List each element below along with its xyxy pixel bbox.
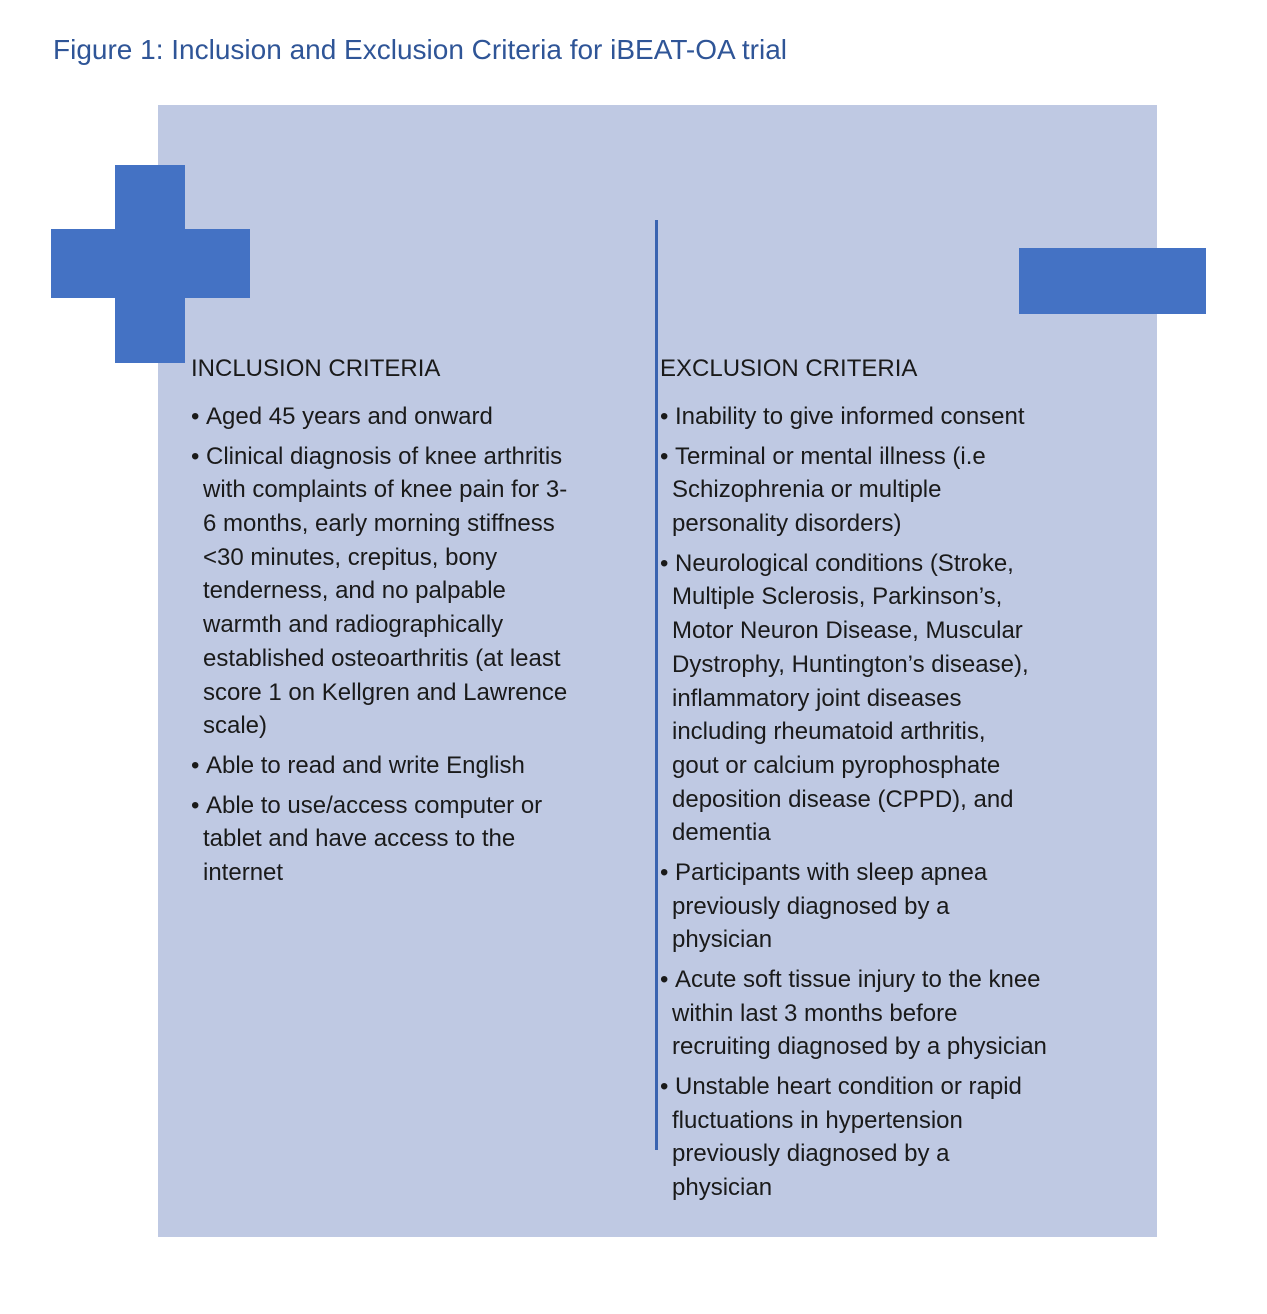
inclusion-criterion [191, 440, 567, 743]
bullet-icon: • [660, 403, 669, 430]
exclusion-criterion [660, 440, 1047, 541]
criterion-line [660, 648, 1047, 682]
plus-icon-horizontal-bar [51, 229, 250, 298]
criterion-line [660, 1070, 1047, 1104]
criterion-line [660, 614, 1047, 648]
inclusion-criterion [191, 749, 567, 783]
bullet-icon: • [191, 442, 200, 470]
criterion-line [191, 473, 567, 507]
criterion-line [660, 715, 1047, 749]
criterion-text: Acute soft tissue injury to the knee [675, 966, 1041, 993]
criterion-text: inflammatory joint diseases [672, 684, 962, 712]
criterion-line [191, 440, 567, 474]
criterion-text: Unstable heart condition or rapid [675, 1073, 1022, 1101]
criterion-text: <30 minutes, crepitus, bony [203, 543, 498, 571]
criterion-line [191, 574, 567, 608]
criterion-line [191, 541, 567, 575]
criterion-text: internet [203, 858, 284, 886]
criterion-text: deposition disease (CPPD), and [672, 785, 1014, 813]
bullet-icon: • [660, 1073, 669, 1101]
criterion-line [660, 580, 1047, 614]
inclusion-criterion [191, 789, 567, 890]
criterion-text: Clinical diagnosis of knee arthritis [206, 442, 563, 470]
criterion-line [191, 400, 567, 434]
criterion-line [191, 856, 567, 890]
criterion-text: scale) [203, 712, 268, 740]
criterion-line [660, 1030, 1047, 1064]
criterion-line [191, 709, 567, 743]
criterion-text: tablet and have access to the [203, 825, 516, 853]
criterion-line [660, 1137, 1047, 1171]
inclusion-criterion [191, 400, 567, 434]
bullet-icon: • [660, 966, 669, 993]
criterion-text: including rheumatoid arthritis, [672, 718, 986, 746]
criterion-text: Able to read and write English [206, 751, 525, 779]
criterion-text: warmth and radiographically [203, 611, 504, 639]
criterion-text: recruiting diagnosed by a physician [672, 1033, 1047, 1061]
inclusion-heading: INCLUSION CRITERIA [191, 355, 441, 382]
criterion-text: Participants with sleep apnea [675, 858, 988, 886]
criterion-text: physician [672, 926, 773, 954]
exclusion-heading: EXCLUSION CRITERIA [660, 355, 918, 382]
criterion-text: Multiple Sclerosis, Parkinson’s, [672, 583, 1003, 611]
criterion-line [191, 749, 567, 783]
exclusion-criterion [660, 547, 1047, 850]
inclusion-list [191, 400, 567, 890]
criterion-line [660, 816, 1047, 850]
criterion-line [660, 507, 1047, 541]
criterion-line [660, 1104, 1047, 1138]
bullet-icon: • [660, 858, 669, 886]
criterion-text: previously diagnosed by a [672, 892, 950, 920]
exclusion-criterion [660, 856, 1047, 957]
criterion-text: fluctuations in hypertension [672, 1106, 963, 1134]
exclusion-criterion [660, 963, 1047, 1064]
criterion-text: Neurological conditions (Stroke, [675, 549, 1014, 577]
criterion-text: previously diagnosed by a [672, 1140, 950, 1168]
criterion-line [191, 608, 567, 642]
criterion-line [191, 822, 567, 856]
column-divider [655, 220, 658, 1150]
criterion-text: Terminal or mental illness (i.e [675, 442, 986, 470]
criterion-text: gout or calcium pyrophosphate [672, 751, 1001, 779]
criterion-line [191, 507, 567, 541]
criterion-text: Able to use/access computer or [206, 791, 543, 819]
criterion-text: with complaints of knee pain for 3- [203, 476, 568, 504]
criterion-line [191, 642, 567, 676]
criterion-text: 6 months, early morning stiffness [203, 510, 555, 538]
criterion-text: score 1 on Kellgren and Lawrence [203, 678, 568, 706]
exclusion-column [660, 352, 1047, 1211]
exclusion-list [660, 400, 1047, 1205]
bullet-icon: • [660, 442, 669, 470]
criterion-line [660, 923, 1047, 957]
criterion-line [660, 1171, 1047, 1205]
criterion-text: within last 3 months before [672, 999, 958, 1027]
exclusion-criterion [660, 400, 1047, 434]
criterion-line [660, 473, 1047, 507]
criterion-line [191, 676, 567, 710]
criterion-line [660, 682, 1047, 716]
criterion-line [660, 440, 1047, 474]
bullet-icon: • [191, 791, 200, 819]
criterion-line [660, 890, 1047, 924]
criterion-text: physician [672, 1174, 773, 1202]
criterion-text: Motor Neuron Disease, Muscular [672, 617, 1023, 645]
bullet-icon: • [191, 403, 200, 430]
criterion-text: dementia [672, 819, 771, 847]
criterion-text: Inability to give informed consent [675, 403, 1025, 430]
criterion-line [660, 783, 1047, 817]
criterion-text: tenderness, and no palpable [203, 577, 506, 605]
criterion-line [660, 856, 1047, 890]
criterion-text: Dystrophy, Huntington’s disease), [672, 650, 1029, 678]
bullet-icon: • [660, 549, 669, 577]
criterion-text: personality disorders) [672, 510, 902, 538]
criterion-line [191, 789, 567, 823]
criterion-line [660, 997, 1047, 1031]
criterion-line [660, 547, 1047, 581]
criterion-line [660, 400, 1047, 434]
criterion-line [660, 749, 1047, 783]
criterion-text: Aged 45 years and onward [206, 403, 493, 430]
minus-icon [1019, 248, 1206, 314]
inclusion-column [191, 352, 567, 896]
criterion-text: Schizophrenia or multiple [672, 476, 942, 504]
exclusion-criterion [660, 1070, 1047, 1205]
figure-title: Figure 1: Inclusion and Exclusion Criteria for iBEAT-OA trial [53, 34, 788, 65]
bullet-icon: • [191, 751, 200, 779]
criterion-line [660, 963, 1047, 997]
criterion-text: established osteoarthritis (at least [203, 644, 561, 672]
